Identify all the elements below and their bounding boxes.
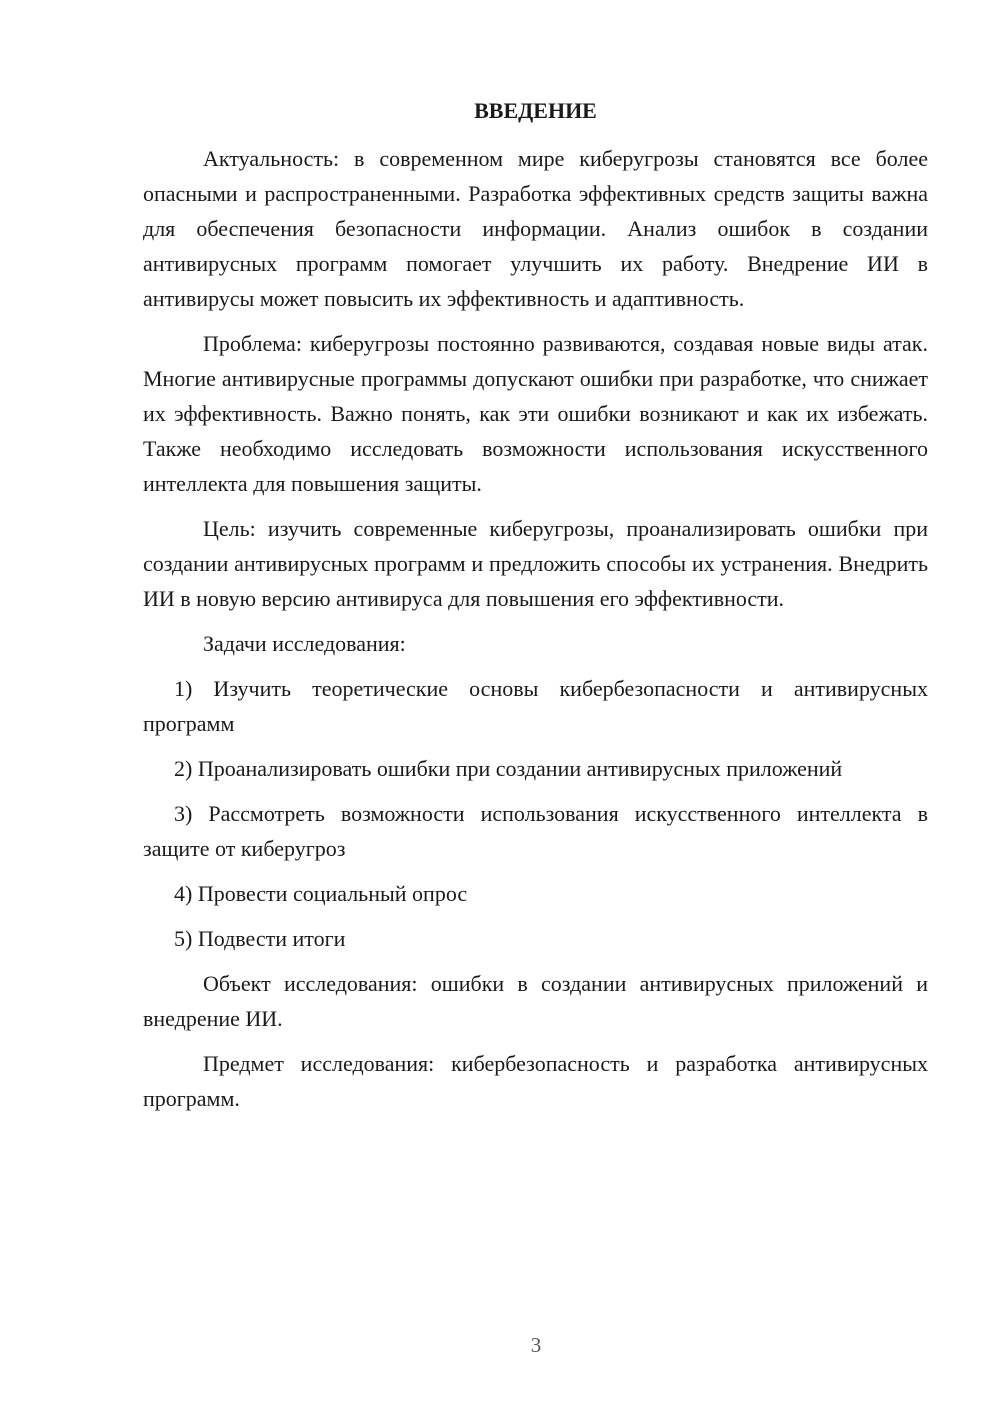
subject-paragraph: Предмет исследования: кибербезопасность и разработка антивирусных программ. <box>143 1051 928 1111</box>
page-number: 3 <box>530 1333 542 1357</box>
task-item-2: 2) Проанализировать ошибки при создании антивирусных приложений <box>174 756 843 781</box>
object-paragraph: Объект исследования: ошибки в создании антивирусных приложений и внедрение ИИ. <box>143 971 928 1031</box>
task-item-3: 3) Рассмотреть возможности использования искусственного интеллекта в защите от киберугроз <box>143 801 928 861</box>
section-title: ВВЕДЕНИЕ <box>474 98 597 123</box>
tasks-heading: Задачи исследования: <box>203 631 406 656</box>
task-item-5: 5) Подвести итоги <box>174 926 346 951</box>
problem-paragraph: Проблема: киберугрозы постоянно развиваются, создавая новые виды атак. Многие антивирусные программы допускают ошибки при разработке, что снижает их эффективность. Важно понять, как эти ошибки возникают и как их избежать. Также необходимо исследовать возможности использования искусственного интеллекта для повышения защиты. <box>143 331 928 496</box>
task-item-4: 4) Провести социальный опрос <box>174 881 468 906</box>
goal-paragraph: Цель: изучить современные киберугрозы, проанализировать ошибки при создании антивирусных программ и предложить способы их устранения. Внедрить ИИ в новую версию антивируса для повышения его эффективности. <box>143 516 928 611</box>
page-content <box>143 93 928 1126</box>
relevance-paragraph: Актуальность: в современном мире киберугрозы становятся все более опасными и распространенными. Разработка эффективных средств защиты важна для обеспечения безопасности информации. Анализ ошибок в создании антивирусных программ помогает улучшить их работу. Внедрение ИИ в антивирусы может повысить их эффективность и адаптивность. <box>143 146 928 311</box>
task-item-1: 1) Изучить теоретические основы кибербезопасности и антивирусных программ <box>143 676 928 736</box>
